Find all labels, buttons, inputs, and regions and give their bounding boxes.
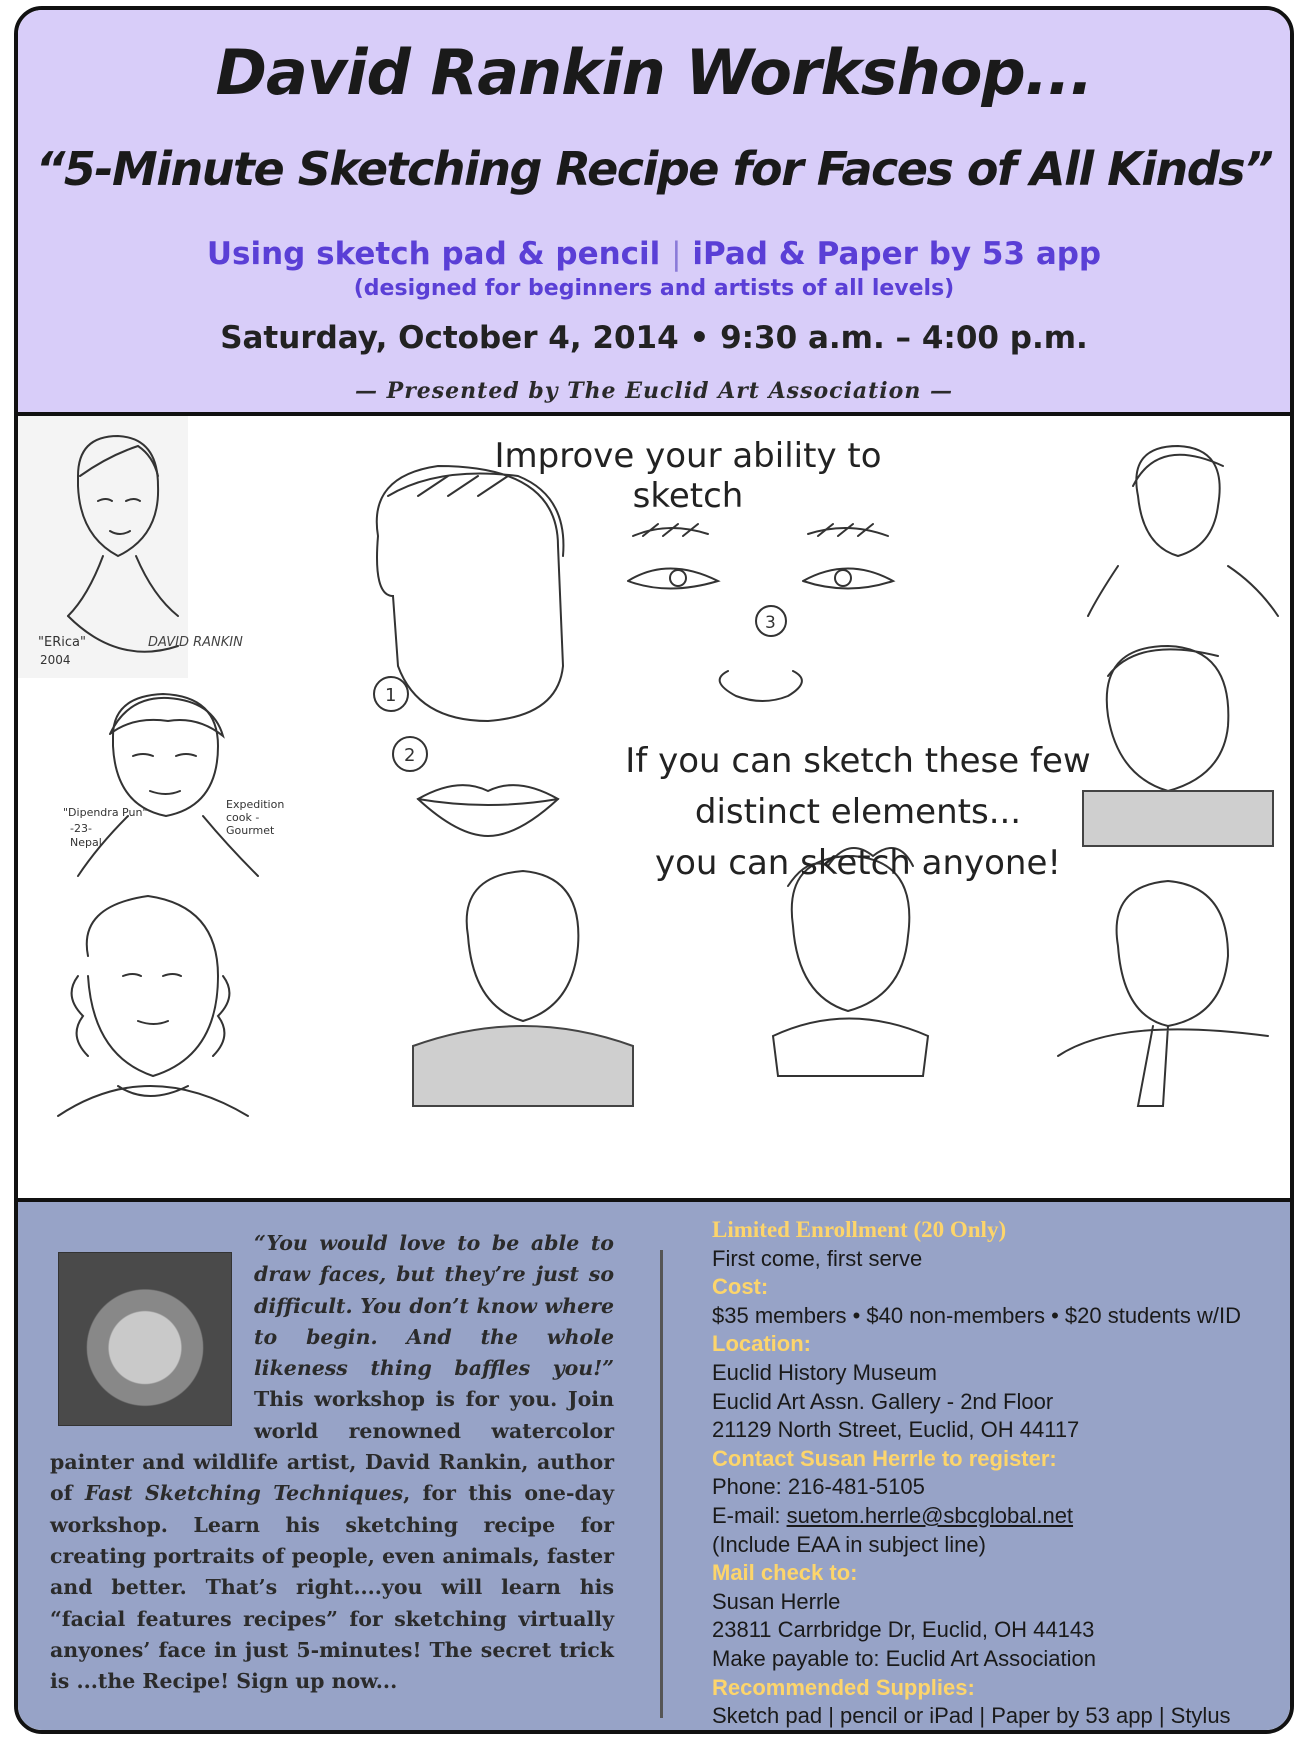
- email-link[interactable]: suetom.herrle@sbcglobal.net: [786, 1502, 1074, 1528]
- improve-caption: Improve your ability to sketch: [494, 436, 882, 516]
- description-part-1: This workshop is for you. Join world renowned watercolor painter and wildlife artist, David Rankin, author of: [50, 1387, 614, 1506]
- audience-note: (designed for beginners and artists of all levels): [353, 276, 955, 301]
- flyer-header: [18, 10, 1290, 416]
- enrollment-text: First come, first serve: [712, 1245, 923, 1271]
- photo-spacer: [50, 1228, 254, 1422]
- sketch-woman-dark-top: [413, 871, 633, 1106]
- description-part-2: , for this one-day workshop. Learn his sketching recipe for creating portraits of people, even animals, faster and better. That’s right....you will learn his “facial features recipes” for sketching virtually anyones’ face in just 5-minutes! The secret trick is ...the Recipe! Sign up now...: [50, 1481, 614, 1694]
- elements-line-1: If you can sketch these few: [625, 741, 1091, 781]
- cost-heading: Cost:: [712, 1274, 769, 1300]
- cost-text: $35 members • $40 non-members • $20 students w/ID: [712, 1302, 1241, 1328]
- section-divider: [660, 1250, 663, 1718]
- mail-heading: Mail check to:: [712, 1560, 858, 1586]
- sketch-man-sweater: [1083, 646, 1273, 846]
- presenter-line: — Presented by The Euclid Art Association —: [355, 378, 953, 404]
- mail-line-3: Make payable to: Euclid Art Association: [712, 1645, 1096, 1671]
- testimonial-quote: “You would love to be able to draw faces, but they’re just so difficult. You don’t know where to begin. And the whole likeness thing baffles you!”: [254, 1231, 614, 1381]
- tools-ipad: iPad & Paper by 53 app: [692, 236, 1102, 272]
- step-2-label: 2: [404, 745, 416, 766]
- details-section: [18, 1202, 1290, 1734]
- supplies-text: Sketch pad | pencil or iPad | Paper by 53 app | Stylus: [712, 1703, 1231, 1729]
- sketch-dipendra: [78, 694, 258, 876]
- registration-info: [712, 1216, 1282, 1731]
- expedition-line2: cook -: [226, 811, 260, 824]
- location-line-3: 21129 North Street, Euclid, OH 44117: [712, 1417, 1080, 1443]
- location-heading: Location:: [712, 1331, 811, 1357]
- enrollment-heading: Limited Enrollment (20 Only): [712, 1217, 1007, 1242]
- sketch-lips: [418, 785, 558, 836]
- workshop-description: [50, 1228, 614, 1697]
- dipendra-origin: Nepal: [70, 836, 102, 849]
- book-title: Fast Sketching Techniques: [84, 1481, 404, 1506]
- event-date-time: Saturday, October 4, 2014 • 9:30 a.m. – 4:00 p.m.: [220, 320, 1088, 356]
- erica-label: "ERica": [38, 635, 86, 650]
- elements-line-3: you can sketch anyone!: [654, 843, 1062, 883]
- location-line-1: Euclid History Museum: [712, 1359, 937, 1385]
- artist-signature: DAVID RANKIN: [148, 635, 243, 650]
- expedition-line1: Expedition: [226, 798, 285, 811]
- expedition-line3: Gourmet: [226, 824, 275, 837]
- sketch-eyes-nose: [628, 524, 893, 701]
- step-3-label: 3: [765, 613, 776, 633]
- dipendra-label: "Dipendra Pun": [63, 806, 148, 819]
- dipendra-age: -23-: [70, 822, 92, 835]
- mail-line-1: Susan Herrle: [712, 1588, 841, 1614]
- tools-separator: |: [671, 236, 682, 272]
- location-line-2: Euclid Art Assn. Gallery - 2nd Floor: [712, 1388, 1054, 1414]
- supplies-heading: Recommended Supplies:: [712, 1674, 975, 1700]
- workshop-title: David Rankin Workshop...: [215, 36, 1093, 109]
- sketch-curly-woman: [58, 896, 248, 1116]
- sketch-woman-short-hair: [1088, 446, 1278, 616]
- email-prefix: E-mail:: [712, 1502, 787, 1528]
- mail-line-2: 23811 Carrbridge Dr, Euclid, OH 44143: [712, 1617, 1095, 1643]
- step-1-label: 1: [385, 685, 397, 706]
- sketch-man-necktie: [1058, 881, 1268, 1106]
- elements-line-2: distinct elements...: [694, 792, 1022, 832]
- erica-year: 2004: [40, 653, 71, 667]
- workshop-subtitle: “5-Minute Sketching Recipe for Faces of All Kinds”: [35, 142, 1273, 196]
- workshop-flyer: [14, 6, 1294, 1734]
- tools-pencil: Using sketch pad & pencil: [206, 236, 661, 272]
- tools-line: [18, 236, 1290, 272]
- sketch-gallery: [18, 416, 1290, 1202]
- contact-heading: Contact Susan Herrle to register:: [712, 1445, 1057, 1471]
- email-note: (Include EAA in subject line): [712, 1531, 986, 1557]
- contact-email-line: [712, 1502, 1282, 1531]
- elements-caption: [608, 736, 1108, 889]
- contact-phone: Phone: 216-481-5105: [712, 1474, 925, 1500]
